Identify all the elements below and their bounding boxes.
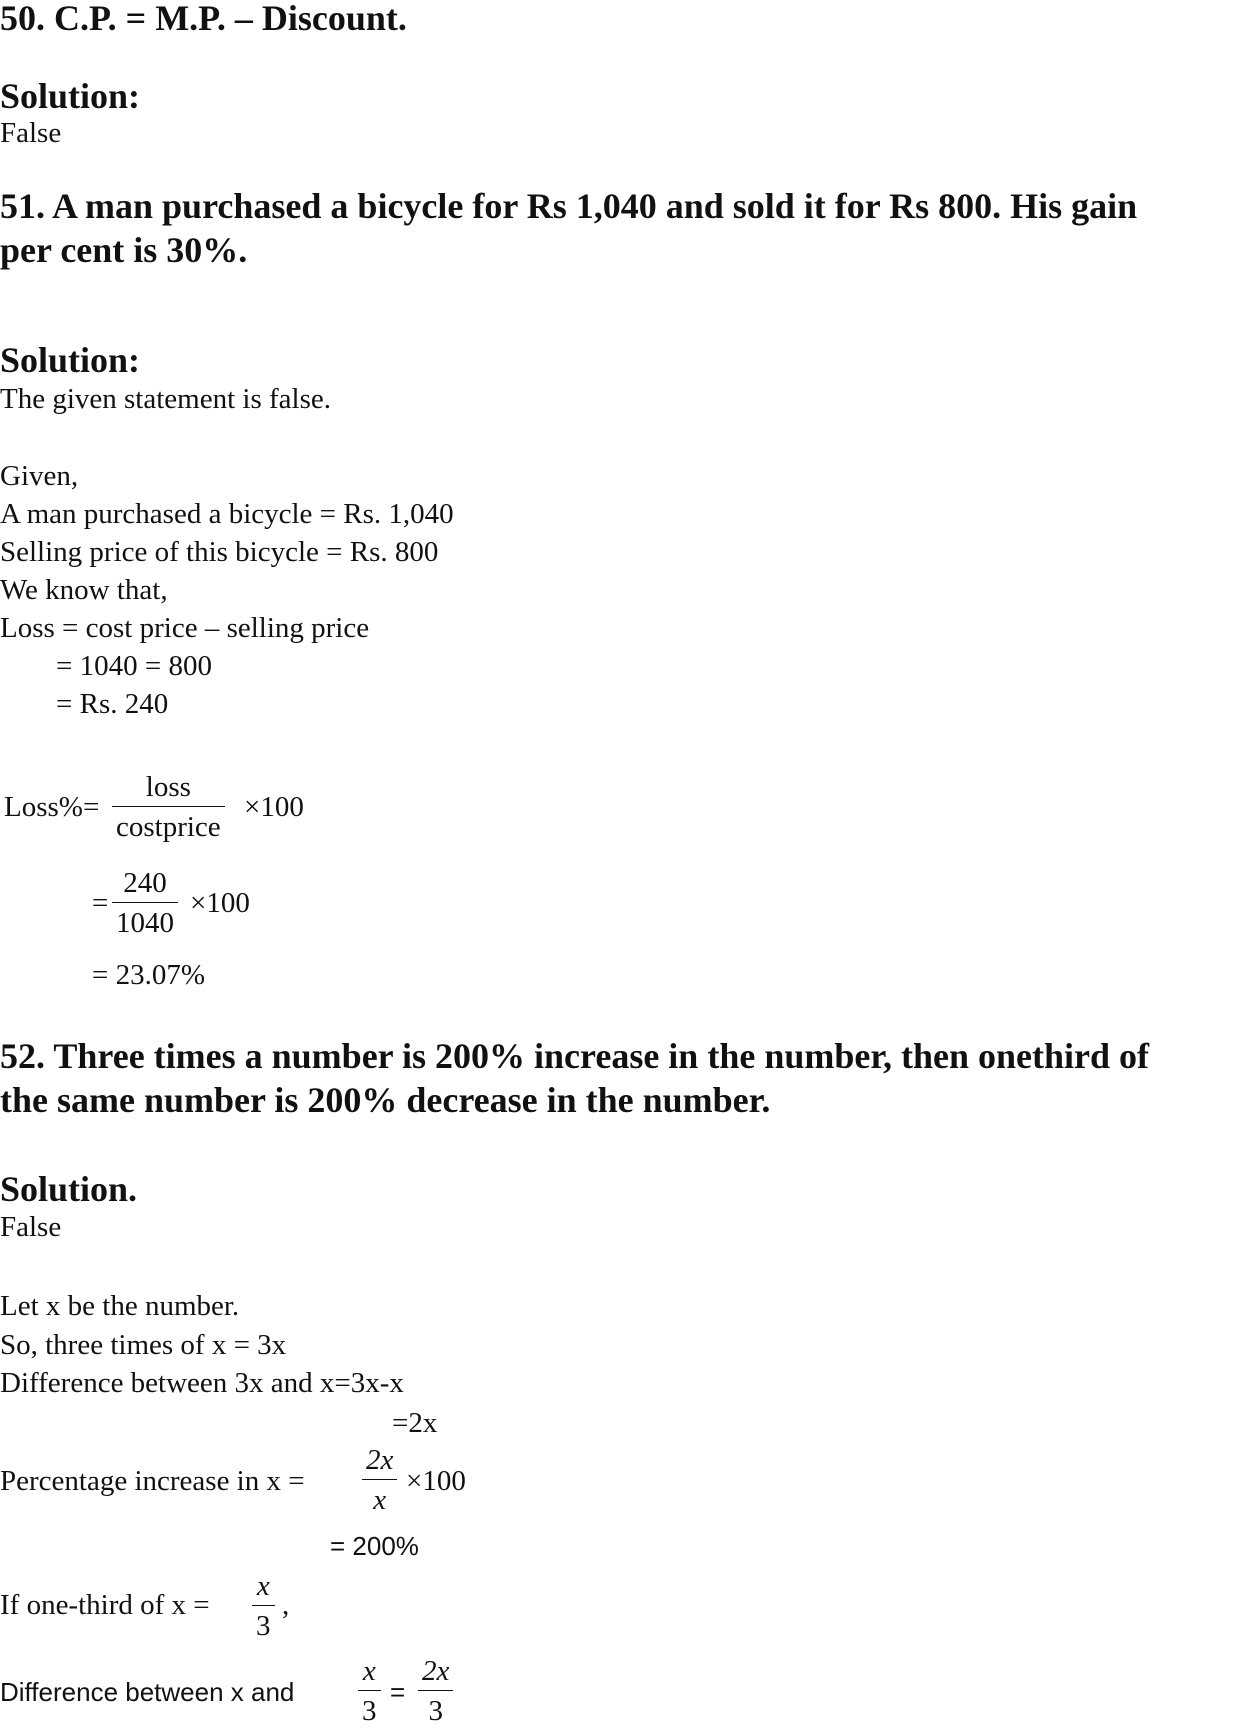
text-line: A man purchased a bicycle = Rs. 1,040	[0, 498, 454, 530]
question-52-title-line2: the same number is 200% decrease in the number.	[0, 1080, 771, 1120]
fraction-denominator: 3	[428, 1695, 443, 1727]
fraction-numerator: 2x	[422, 1655, 450, 1687]
difference-result-fraction	[418, 1657, 453, 1726]
question-51-title-line1: 51. A man purchased a bicycle for Rs 1,040 and sold it for Rs 800. His gain	[0, 186, 1138, 226]
text-line: We know that,	[0, 574, 168, 606]
text-line: Difference between 3x and x=3x-x	[0, 1367, 404, 1399]
comma: ,	[282, 1589, 290, 1621]
question-52-title-line1: 52. Three times a number is 200% increase in the number, then onethird of	[0, 1036, 1150, 1076]
fraction-numerator: loss	[145, 771, 191, 803]
fraction-denominator: costprice	[116, 811, 221, 843]
fraction-denominator: x	[373, 1484, 387, 1516]
fraction-denominator: 3	[256, 1610, 271, 1642]
answer-52: False	[0, 1211, 62, 1243]
fraction-denominator: 1040	[116, 907, 174, 939]
one-third-fraction	[252, 1572, 275, 1641]
times-hundred: ×100	[244, 791, 304, 823]
increase-fraction	[362, 1446, 397, 1515]
question-51-title-line2: per cent is 30%.	[0, 230, 248, 270]
text-line: Given,	[0, 460, 79, 492]
percentage-increase-label: Percentage increase in x =	[0, 1465, 305, 1497]
text-line: Let x be the number.	[0, 1290, 240, 1322]
fraction-numerator: x	[256, 1570, 270, 1602]
fraction-numerator: 240	[123, 867, 167, 899]
answer-50: False	[0, 117, 62, 149]
text-line: = Rs. 240	[56, 688, 169, 720]
loss-percent-result: = 23.07%	[92, 959, 206, 991]
times-hundred: ×100	[406, 1465, 466, 1497]
fraction-numerator: 2x	[366, 1444, 394, 1476]
loss-fraction	[112, 773, 225, 842]
fraction-denominator: 3	[362, 1695, 377, 1727]
equals-sign: =	[390, 1677, 406, 1707]
text-line: =2x	[392, 1407, 438, 1439]
solution-label-52: Solution.	[0, 1169, 138, 1209]
equals-sign: =	[92, 887, 109, 919]
loss-percent-label: Loss%=	[4, 791, 100, 823]
percentage-increase-result: = 200%	[330, 1531, 419, 1561]
text-line: So, three times of x = 3x	[0, 1329, 287, 1361]
text-line: = 1040 = 800	[56, 650, 212, 682]
loss-value-fraction	[112, 869, 178, 938]
text-line: Selling price of this bicycle = Rs. 800	[0, 536, 439, 568]
times-hundred: ×100	[190, 887, 250, 919]
difference-label: Difference between x and	[0, 1677, 295, 1707]
statement-51: The given statement is false.	[0, 383, 331, 415]
difference-fraction	[358, 1657, 381, 1726]
one-third-label: If one-third of x =	[0, 1589, 210, 1621]
text-line: Loss = cost price – selling price	[0, 612, 370, 644]
question-50-title: 50. C.P. = M.P. – Discount.	[0, 0, 407, 38]
fraction-numerator: x	[362, 1655, 376, 1687]
solution-label-50: Solution:	[0, 76, 141, 116]
solution-label-51: Solution:	[0, 340, 141, 380]
